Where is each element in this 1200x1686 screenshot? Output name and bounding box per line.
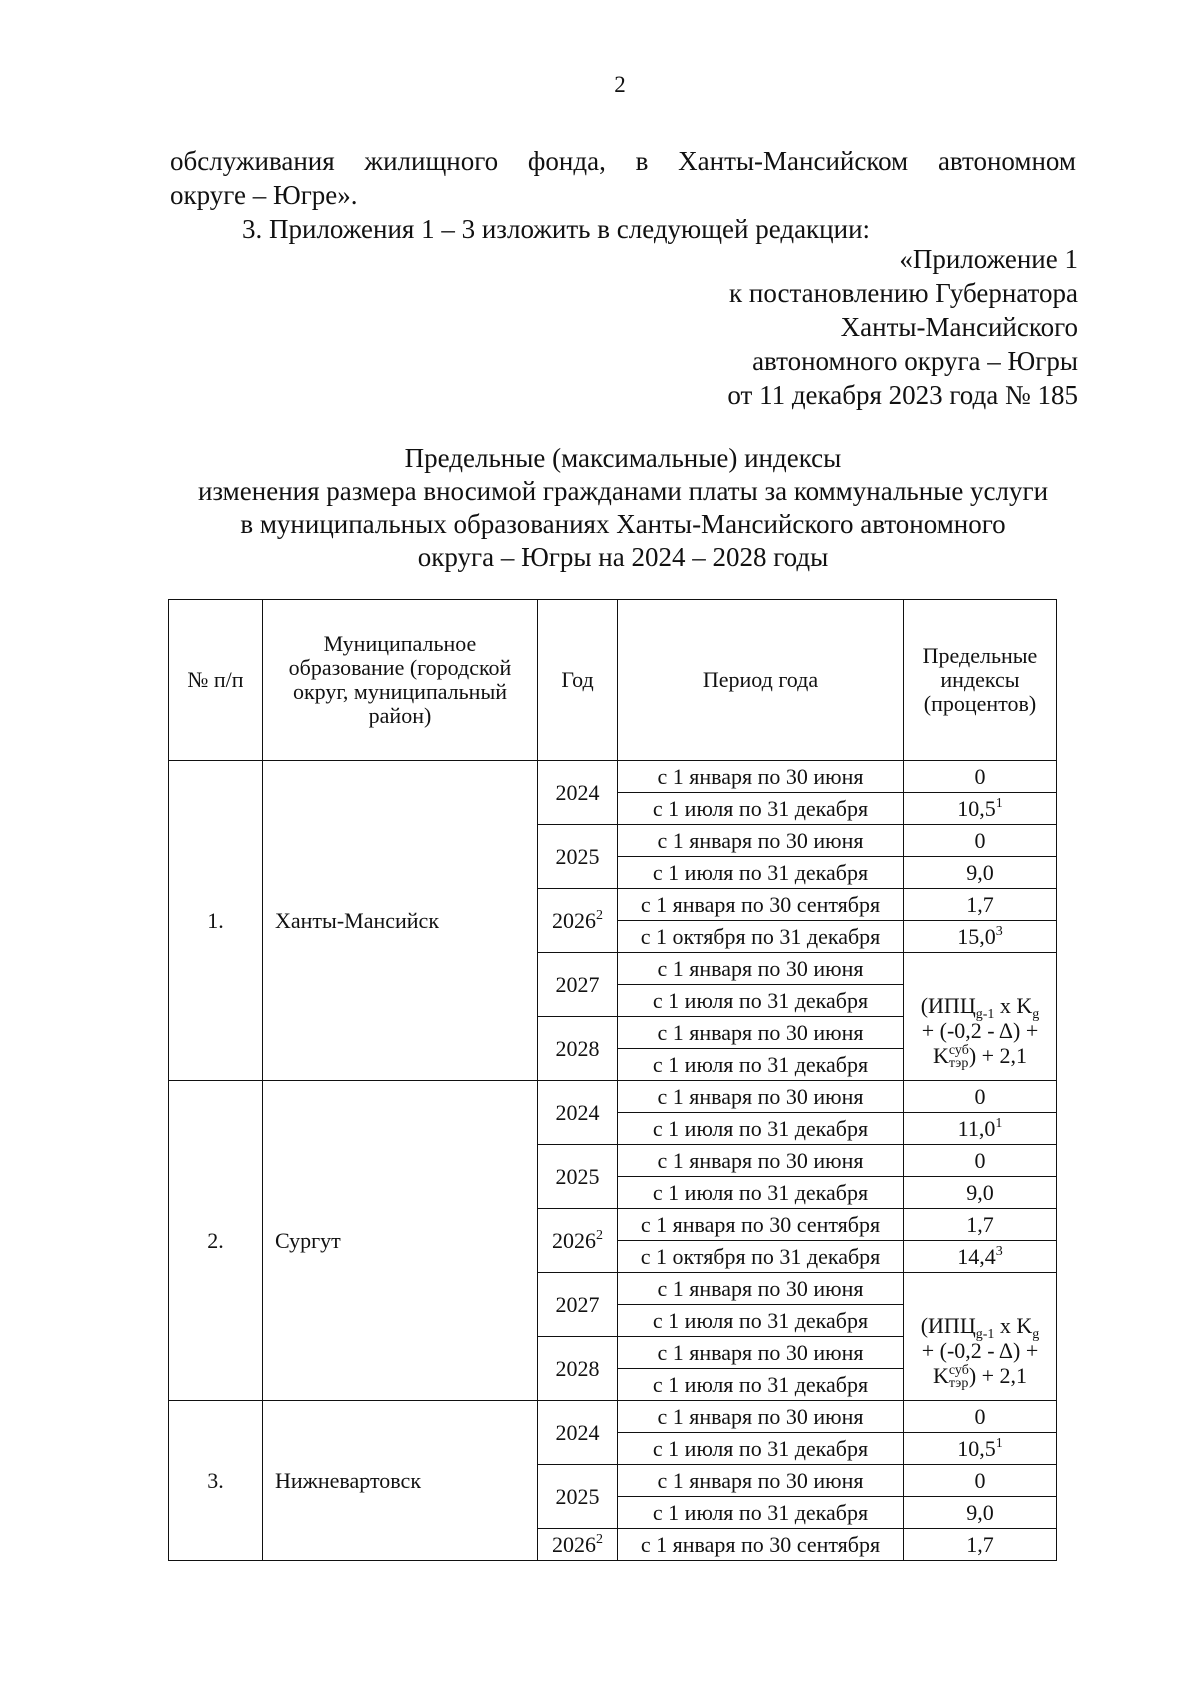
period-cell: с 1 января по 30 июня — [618, 1337, 904, 1369]
table-row — [169, 1401, 1057, 1433]
footnote-mark: 2 — [596, 1228, 603, 1243]
period-cell: с 1 января по 30 июня — [618, 825, 904, 857]
formula-k-sup: суб — [948, 1363, 969, 1379]
index-cell: 9,0 — [904, 1497, 1057, 1529]
period-cell: с 1 января по 30 июня — [618, 1465, 904, 1497]
formula-k: K — [932, 1362, 949, 1388]
year-cell: 2028 — [538, 1337, 618, 1401]
index-cell — [904, 921, 1057, 953]
title-line: Предельные (максимальные) индексы — [404, 443, 842, 473]
formula-tail: ) + 2,1 — [968, 1042, 1028, 1068]
formula-ipc: (ИПЦ — [920, 1312, 976, 1338]
row-number: 3. — [169, 1401, 263, 1561]
period-cell: с 1 января по 30 июня — [618, 1273, 904, 1305]
formula-k-sup: суб — [948, 1043, 969, 1059]
year-cell: 2027 — [538, 1273, 618, 1337]
intro-line: 3. Приложения 1 – 3 изложить в следующей редакции: — [242, 214, 871, 244]
formula-xk: х K — [994, 992, 1033, 1018]
year-cell — [538, 1209, 618, 1273]
year-cell: 2024 — [538, 761, 618, 825]
appendix-note-line: Ханты-Мансийского — [840, 312, 1078, 342]
period-cell: с 1 января по 30 июня — [618, 1145, 904, 1177]
formula-k: K — [932, 1042, 949, 1068]
table-header-row — [169, 600, 1057, 761]
formula-k-sub2: тэр — [948, 1376, 969, 1392]
table-row — [169, 1081, 1057, 1113]
period-cell: с 1 июля по 31 декабря — [618, 985, 904, 1017]
footnote-mark: 1 — [995, 1116, 1003, 1131]
index-cell: 0 — [904, 761, 1057, 793]
formula-k-sub: g — [1032, 1326, 1040, 1342]
footnote-mark: 3 — [995, 924, 1003, 939]
indices-table — [168, 599, 1057, 1561]
appendix-note-line: от 11 декабря 2023 года № 185 — [727, 380, 1078, 410]
row-number: 1. — [169, 761, 263, 1081]
formula-ipc-sub: g-1 — [975, 1006, 995, 1022]
footnote-mark: 2 — [596, 1532, 603, 1547]
period-cell: с 1 июля по 31 декабря — [618, 1497, 904, 1529]
index-cell: 0 — [904, 825, 1057, 857]
formula-delta: + (-0,2 - Δ) + — [921, 1337, 1039, 1363]
title-line: изменения размера вносимой гражданами платы за коммунальные услуги — [197, 476, 1049, 506]
period-cell: с 1 июля по 31 декабря — [618, 1049, 904, 1081]
title-line: округа – Югры на 2024 – 2028 годы — [417, 542, 829, 572]
index-value: 10,5 — [957, 796, 996, 821]
period-cell: с 1 января по 30 июня — [618, 1401, 904, 1433]
index-value: 10,5 — [957, 1436, 996, 1461]
year-cell: 2025 — [538, 1145, 618, 1209]
index-cell — [904, 1113, 1057, 1145]
intro-line: обслуживания жилищного фонда, в Ханты-Мансийском автономном — [170, 146, 1076, 176]
index-cell — [904, 1433, 1057, 1465]
year-cell: 2024 — [538, 1081, 618, 1145]
index-cell: 1,7 — [904, 1209, 1057, 1241]
period-cell: с 1 июля по 31 декабря — [618, 1369, 904, 1401]
index-cell: 9,0 — [904, 1177, 1057, 1209]
footnote-mark: 2 — [596, 908, 603, 923]
header-year: Год — [538, 600, 618, 761]
period-cell: с 1 октября по 31 декабря — [618, 1241, 904, 1273]
period-cell: с 1 января по 30 сентября — [618, 889, 904, 921]
footnote-mark: 1 — [995, 796, 1003, 811]
header-index: Предельные индексы (процентов) — [904, 600, 1057, 761]
formula-delta: + (-0,2 - Δ) + — [921, 1017, 1039, 1043]
period-cell: с 1 июля по 31 декабря — [618, 1305, 904, 1337]
table-row — [169, 761, 1057, 793]
formula-k-sub2: тэр — [948, 1056, 969, 1072]
formula-tail: ) + 2,1 — [968, 1362, 1028, 1388]
index-cell — [904, 1241, 1057, 1273]
appendix-note-line: к постановлению Губернатора — [729, 278, 1078, 308]
row-number: 2. — [169, 1081, 263, 1401]
period-cell: с 1 января по 30 июня — [618, 1081, 904, 1113]
footnote-mark: 3 — [995, 1244, 1003, 1259]
formula-cell — [904, 953, 1057, 1081]
appendix-note-line: «Приложение 1 — [899, 244, 1078, 274]
index-cell: 1,7 — [904, 1529, 1057, 1561]
year-cell: 2025 — [538, 1465, 618, 1529]
header-num: № п/п — [169, 600, 263, 761]
year-cell — [538, 1529, 618, 1561]
title-line: в муниципальных образованиях Ханты-Мансийского автономного — [240, 509, 1006, 539]
index-value: 15,0 — [957, 924, 996, 949]
formula-ipc: (ИПЦ — [920, 992, 976, 1018]
year-cell: 2025 — [538, 825, 618, 889]
municipality-cell: Нижневартовск — [263, 1401, 538, 1561]
index-cell: 0 — [904, 1081, 1057, 1113]
year-cell: 2028 — [538, 1017, 618, 1081]
year-value: 2026 — [552, 908, 596, 933]
year-cell: 2027 — [538, 953, 618, 1017]
year-value: 2026 — [552, 1228, 596, 1253]
period-cell: с 1 января по 30 сентября — [618, 1529, 904, 1561]
index-cell: 0 — [904, 1465, 1057, 1497]
period-cell: с 1 июля по 31 декабря — [618, 1433, 904, 1465]
appendix-note — [727, 242, 1078, 412]
header-municipality: Муниципальное образование (городской округ, муниципальный район) — [263, 600, 538, 761]
index-cell: 0 — [904, 1401, 1057, 1433]
formula-cell — [904, 1273, 1057, 1401]
footnote-mark: 1 — [995, 1436, 1003, 1451]
index-cell: 1,7 — [904, 889, 1057, 921]
period-cell: с 1 июля по 31 декабря — [618, 857, 904, 889]
year-value: 2026 — [552, 1532, 596, 1557]
formula-xk: х K — [994, 1312, 1033, 1338]
municipality-cell: Сургут — [263, 1081, 538, 1401]
period-cell: с 1 января по 30 июня — [618, 953, 904, 985]
header-period: Период года — [618, 600, 904, 761]
period-cell: с 1 июля по 31 декабря — [618, 793, 904, 825]
municipality-cell: Ханты-Мансийск — [263, 761, 538, 1081]
intro-line: округе – Югре». — [170, 180, 358, 210]
index-value: 11,0 — [957, 1116, 996, 1141]
index-cell: 9,0 — [904, 857, 1057, 889]
period-cell: с 1 июля по 31 декабря — [618, 1177, 904, 1209]
formula-ipc-sub: g-1 — [975, 1326, 995, 1342]
period-cell: с 1 июля по 31 декабря — [618, 1113, 904, 1145]
index-cell — [904, 793, 1057, 825]
intro-text — [170, 144, 1076, 246]
year-cell: 2024 — [538, 1401, 618, 1465]
period-cell: с 1 января по 30 июня — [618, 1017, 904, 1049]
period-cell: с 1 октября по 31 декабря — [618, 921, 904, 953]
appendix-note-line: автономного округа – Югры — [752, 346, 1078, 376]
formula-k-sub: g — [1032, 1006, 1040, 1022]
index-cell: 0 — [904, 1145, 1057, 1177]
page-number: 2 — [614, 72, 626, 97]
period-cell: с 1 января по 30 сентября — [618, 1209, 904, 1241]
year-cell — [538, 889, 618, 953]
period-cell: с 1 января по 30 июня — [618, 761, 904, 793]
index-value: 14,4 — [957, 1244, 996, 1269]
document-title — [170, 442, 1076, 574]
